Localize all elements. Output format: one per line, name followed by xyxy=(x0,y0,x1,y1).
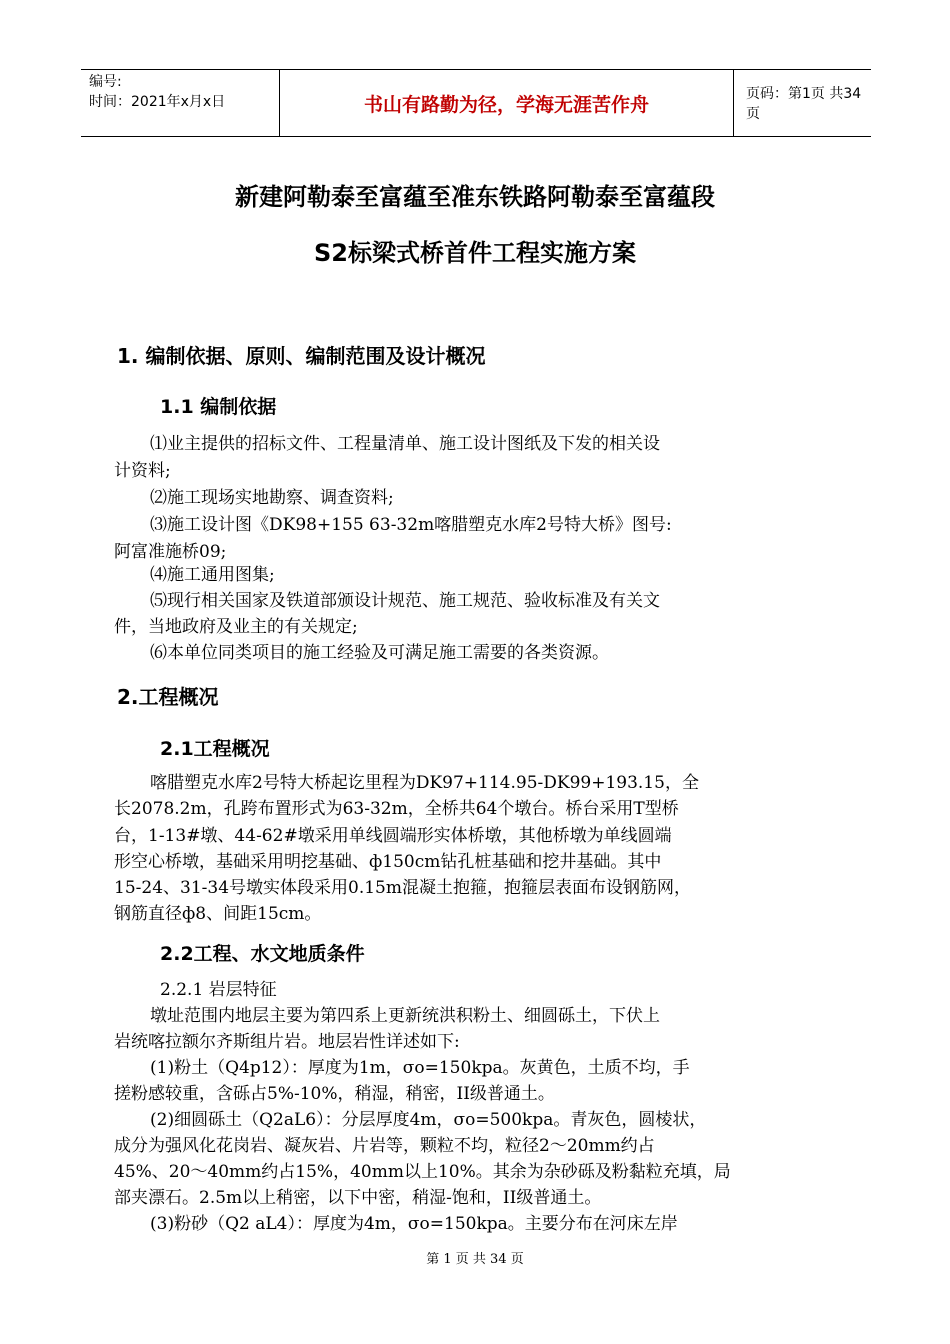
paragraph-line: 喀腊塑克水库2号特大桥起讫里程为DK97+114.95-DK99+193.15，全 xyxy=(150,773,699,793)
subsection-heading-2-2-1: 2.2.1 岩层特征 xyxy=(160,980,277,1000)
document-title-line-1: 新建阿勒泰至富蕴至准东铁路阿勒泰至富蕴段 xyxy=(235,183,715,211)
paragraph-line: 台，1-13#墩、44-62#墩采用单线圆端形实体桥墩，其他桥墩为单线圆端 xyxy=(114,826,672,846)
header-page-number: 页码：第1页 共34页 xyxy=(746,86,862,122)
paragraph-line: 形空心桥墩，基础采用明挖基础、ф150cm钻孔桩基础和挖井基础。其中 xyxy=(114,852,662,872)
paragraph-line: 成分为强风化花岗岩、凝灰岩、片岩等，颗粒不均，粒径2～20mm约占 xyxy=(114,1136,655,1156)
document-number: 编号: xyxy=(89,74,122,90)
header-info-cell xyxy=(81,70,280,136)
paragraph-line: (1)粉土（Q4p12）：厚度为1m，σo=150kpa。灰黄色，土质不均，手 xyxy=(150,1058,690,1078)
header-motto: 书山有路勤为径，学海无涯苦作舟 xyxy=(280,70,734,136)
paragraph-line: 件，当地政府及业主的有关规定; xyxy=(114,617,358,637)
section-heading-2-2: 2.2工程、水文地质条件 xyxy=(160,943,365,965)
paragraph-line: 部夹漂石。2.5m以上稍密，以下中密，稍湿-饱和，II级普通土。 xyxy=(114,1188,602,1208)
page-header-table xyxy=(81,69,871,137)
paragraph-line: (2)细圆砾土（Q2aL6）：分层厚度4m，σo=500kpa。青灰色，圆棱状， xyxy=(150,1110,707,1130)
paragraph-line: ⑹本单位同类项目的施工经验及可满足施工需要的各类资源。 xyxy=(150,643,609,663)
paragraph-line: ⑶施工设计图《DK98+155 63-32m喀腊塑克水库2号特大桥》图号: xyxy=(150,515,672,535)
paragraph-line: 岩统喀拉额尔齐斯组片岩。地层岩性详述如下: xyxy=(114,1032,460,1052)
paragraph-line: 15-24、31-34号墩实体段采用0.15m混凝土抱箍，抱箍层表面布设钢筋网， xyxy=(114,878,691,898)
paragraph-line: 搓粉感较重，含砾占5%-10%，稍湿，稍密，II级普通土。 xyxy=(114,1084,555,1104)
paragraph-line: ⑸现行相关国家及铁道部颁设计规范、施工规范、验收标准及有关文 xyxy=(150,591,660,611)
page-footer: 第 1 页 共 34 页 xyxy=(426,1252,524,1267)
section-heading-2-1: 2.1工程概况 xyxy=(160,738,270,760)
paragraph-line: ⑷施工通用图集; xyxy=(150,565,275,585)
section-heading-1-1: 1.1 编制依据 xyxy=(160,396,277,418)
paragraph-line: ⑵施工现场实地勘察、调查资料; xyxy=(150,488,394,508)
document-title-line-2: S2标梁式桥首件工程实施方案 xyxy=(314,239,636,267)
paragraph-line: 墩址范围内地层主要为第四系上更新统洪积粉土、细圆砾土，下伏上 xyxy=(150,1006,660,1026)
paragraph-line: 计资料; xyxy=(114,461,171,481)
paragraph-line: 长2078.2m，孔跨布置形式为63-32m，全桥共64个墩台。桥台采用T型桥 xyxy=(114,799,679,819)
paragraph-line: (3)粉砂（Q2 aL4）：厚度为4m，σo=150kpa。主要分布在河床左岸 xyxy=(150,1214,678,1234)
section-heading-2: 2.工程概况 xyxy=(117,685,219,709)
section-heading-1: 1. 编制依据、原则、编制范围及设计概况 xyxy=(117,344,486,368)
paragraph-line: 钢筋直径ф8、间距15cm。 xyxy=(114,904,322,924)
document-time: 时间：2021年x月x日 xyxy=(89,94,226,110)
paragraph-line: 阿富准施桥09; xyxy=(114,542,227,562)
paragraph-line: ⑴业主提供的招标文件、工程量清单、施工设计图纸及下发的相关设 xyxy=(150,434,660,454)
paragraph-line: 45%、20～40mm约占15%，40mm以上10%。其余为杂砂砾及粉黏粒充填，局 xyxy=(114,1162,731,1182)
